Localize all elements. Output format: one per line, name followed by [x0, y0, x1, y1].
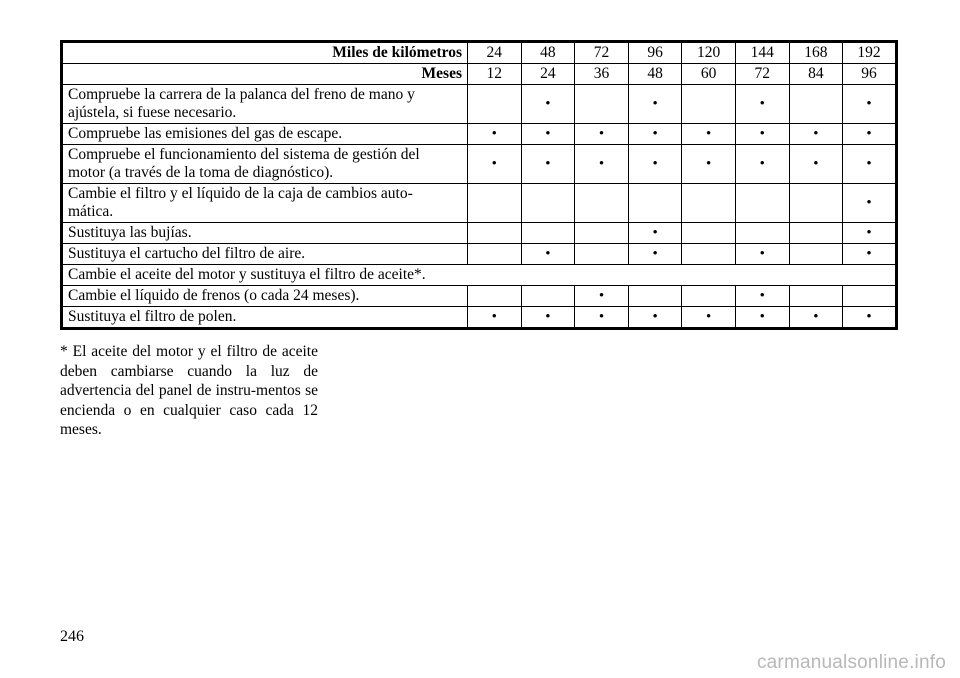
- empty-cell: [575, 244, 629, 265]
- service-mark: •: [735, 145, 789, 184]
- interval-cell: 24: [468, 42, 522, 64]
- empty-cell: [628, 184, 682, 223]
- table-row: [62, 265, 897, 286]
- service-mark: •: [843, 244, 897, 265]
- footnote: * El aceite del motor y el filtro de aceite deben cambiarse cuando la luz de advertencia del panel de instru-mentos se encienda o en cualquier caso cada 12 meses.: [60, 343, 318, 438]
- interval-cell: 48: [521, 42, 575, 64]
- empty-cell: [682, 223, 736, 244]
- empty-cell: [628, 286, 682, 307]
- empty-cell: [789, 244, 843, 265]
- task-description-line: Cambie el aceite del motor y sustituya el filtro de aceite*.: [68, 266, 426, 283]
- task-description-line: mática.: [68, 203, 114, 220]
- empty-cell: [521, 286, 575, 307]
- task-description: [62, 265, 897, 286]
- table-row: [62, 184, 897, 223]
- service-mark: •: [735, 244, 789, 265]
- task-description-line: motor (a través de la toma de diagnóstico).: [68, 164, 334, 181]
- empty-cell: [468, 184, 522, 223]
- service-mark: •: [843, 124, 897, 145]
- task-description-line: Cambie el líquido de frenos (o cada 24 meses).: [68, 287, 360, 304]
- empty-cell: [682, 184, 736, 223]
- empty-cell: [682, 286, 736, 307]
- header-row: [62, 64, 897, 85]
- task-description-line: Compruebe el funcionamiento del sistema de gestión del: [68, 146, 420, 163]
- service-mark: •: [843, 223, 897, 244]
- service-mark: •: [843, 307, 897, 329]
- header-row: [62, 42, 897, 64]
- service-mark: •: [521, 244, 575, 265]
- interval-cell: 60: [682, 64, 736, 85]
- empty-cell: [468, 85, 522, 124]
- table-row: [62, 307, 897, 329]
- service-mark: •: [789, 145, 843, 184]
- interval-cell: 84: [789, 64, 843, 85]
- service-mark: •: [628, 307, 682, 329]
- interval-cell: 192: [843, 42, 897, 64]
- service-mark: •: [575, 145, 629, 184]
- page-number: 246: [60, 628, 84, 645]
- empty-cell: [575, 223, 629, 244]
- task-description-line: Compruebe la carrera de la palanca del freno de mano y: [68, 86, 415, 103]
- task-description: [62, 145, 468, 184]
- service-mark: •: [789, 307, 843, 329]
- service-mark: •: [468, 145, 522, 184]
- header-label: Meses: [62, 64, 468, 85]
- service-mark: •: [628, 85, 682, 124]
- empty-cell: [789, 85, 843, 124]
- service-mark: •: [843, 145, 897, 184]
- empty-cell: [468, 244, 522, 265]
- empty-cell: [575, 85, 629, 124]
- empty-cell: [789, 223, 843, 244]
- watermark: carmanualsonline.info: [756, 652, 946, 673]
- service-mark: •: [521, 124, 575, 145]
- interval-cell: 36: [575, 64, 629, 85]
- task-description: [62, 244, 468, 265]
- service-mark: •: [843, 85, 897, 124]
- interval-cell: 72: [735, 64, 789, 85]
- interval-cell: 24: [521, 64, 575, 85]
- task-description: [62, 184, 468, 223]
- empty-cell: [521, 223, 575, 244]
- interval-cell: 12: [468, 64, 522, 85]
- empty-cell: [843, 286, 897, 307]
- interval-cell: 96: [628, 42, 682, 64]
- empty-cell: [468, 286, 522, 307]
- empty-cell: [735, 184, 789, 223]
- empty-cell: [682, 244, 736, 265]
- header-label: Miles de kilómetros: [62, 42, 468, 64]
- maintenance-schedule-table: [60, 40, 898, 330]
- service-mark: •: [682, 307, 736, 329]
- service-mark: •: [628, 244, 682, 265]
- service-mark: •: [735, 307, 789, 329]
- table-row: [62, 286, 897, 307]
- interval-cell: 96: [843, 64, 897, 85]
- task-description-line: Sustituya el filtro de polen.: [68, 308, 237, 325]
- service-mark: •: [628, 223, 682, 244]
- task-description-line: ajústela, si fuese necesario.: [68, 104, 237, 121]
- table-row: [62, 244, 897, 265]
- service-mark: •: [628, 124, 682, 145]
- table-row: [62, 223, 897, 244]
- service-mark: •: [789, 124, 843, 145]
- interval-cell: 168: [789, 42, 843, 64]
- service-mark: •: [843, 184, 897, 223]
- service-mark: •: [575, 124, 629, 145]
- task-description: [62, 223, 468, 244]
- table-row: [62, 145, 897, 184]
- service-mark: •: [521, 307, 575, 329]
- interval-cell: 144: [735, 42, 789, 64]
- table-row: [62, 124, 897, 145]
- service-mark: •: [468, 124, 522, 145]
- service-mark: •: [575, 307, 629, 329]
- task-description-line: Sustituya las bujías.: [68, 224, 192, 241]
- empty-cell: [575, 184, 629, 223]
- task-description-line: Compruebe las emisiones del gas de escape.: [68, 125, 343, 142]
- task-description: [62, 307, 468, 329]
- task-description: [62, 85, 468, 124]
- service-mark: •: [521, 85, 575, 124]
- service-mark: •: [735, 124, 789, 145]
- interval-cell: 120: [682, 42, 736, 64]
- empty-cell: [468, 223, 522, 244]
- interval-cell: 48: [628, 64, 682, 85]
- service-mark: •: [628, 145, 682, 184]
- task-description: [62, 286, 468, 307]
- service-mark: •: [521, 145, 575, 184]
- task-description-line: Sustituya el cartucho del filtro de aire.: [68, 245, 306, 262]
- empty-cell: [682, 85, 736, 124]
- interval-cell: 72: [575, 42, 629, 64]
- empty-cell: [521, 184, 575, 223]
- empty-cell: [789, 184, 843, 223]
- service-mark: •: [735, 286, 789, 307]
- service-mark: •: [682, 124, 736, 145]
- empty-cell: [789, 286, 843, 307]
- service-mark: •: [468, 307, 522, 329]
- task-description-line: Cambie el filtro y el líquido de la caja de cambios auto-: [68, 185, 413, 202]
- empty-cell: [735, 223, 789, 244]
- task-description: [62, 124, 468, 145]
- service-mark: •: [735, 85, 789, 124]
- table-body: [62, 42, 897, 329]
- table-row: [62, 85, 897, 124]
- service-mark: •: [575, 286, 629, 307]
- service-mark: •: [682, 145, 736, 184]
